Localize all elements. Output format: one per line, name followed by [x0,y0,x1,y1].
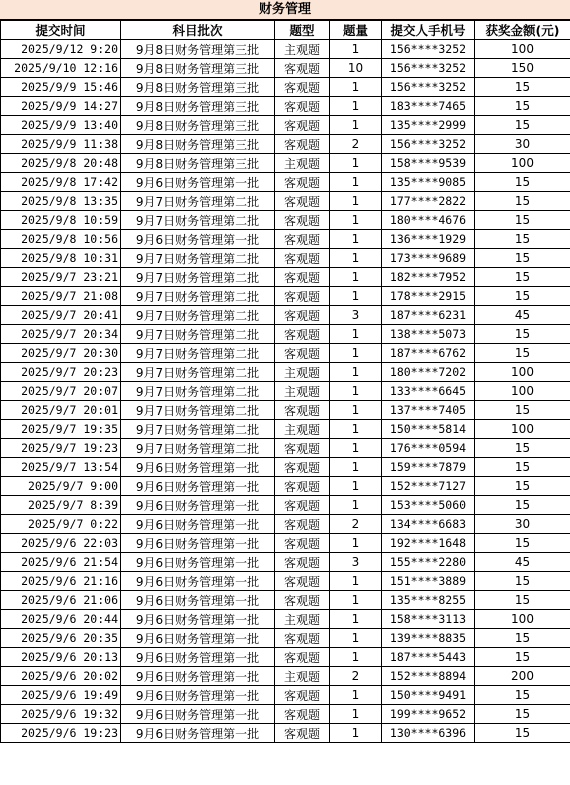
table-row [1,610,570,629]
cell-question-count: 1 [330,591,382,610]
cell-submit-time: 2025/9/6 22:03 [1,534,121,553]
cell-question-type: 客观题 [275,325,330,344]
cell-reward: 30 [475,135,570,154]
cell-subject-batch: 9月7日财务管理第二批 [121,192,275,211]
cell-submit-time: 2025/9/7 0:22 [1,515,121,534]
cell-phone: 187****6231 [382,306,475,325]
cell-submit-time: 2025/9/6 21:16 [1,572,121,591]
cell-subject-batch: 9月6日财务管理第一批 [121,667,275,686]
cell-question-type: 主观题 [275,667,330,686]
cell-question-type: 客观题 [275,344,330,363]
cell-phone: 187****5443 [382,648,475,667]
cell-reward: 15 [475,629,570,648]
table-row [1,724,570,743]
table-row [1,401,570,420]
table-row [1,686,570,705]
cell-question-type: 客观题 [275,534,330,553]
cell-question-type: 主观题 [275,610,330,629]
cell-subject-batch: 9月7日财务管理第二批 [121,439,275,458]
cell-question-count: 1 [330,97,382,116]
cell-phone: 130****6396 [382,724,475,743]
cell-reward: 45 [475,306,570,325]
cell-reward: 15 [475,686,570,705]
cell-phone: 150****5814 [382,420,475,439]
cell-subject-batch: 9月6日财务管理第一批 [121,686,275,705]
cell-subject-batch: 9月7日财务管理第二批 [121,211,275,230]
header-question-type: 题型 [275,21,330,40]
cell-subject-batch: 9月6日财务管理第一批 [121,458,275,477]
cell-reward: 15 [475,230,570,249]
cell-phone: 156****3252 [382,59,475,78]
table-row [1,154,570,173]
header-question-count: 题量 [330,21,382,40]
cell-subject-batch: 9月8日财务管理第三批 [121,59,275,78]
cell-subject-batch: 9月6日财务管理第一批 [121,629,275,648]
cell-submit-time: 2025/9/6 21:54 [1,553,121,572]
cell-question-count: 1 [330,705,382,724]
cell-subject-batch: 9月7日财务管理第二批 [121,382,275,401]
table-row [1,211,570,230]
cell-submit-time: 2025/9/10 12:16 [1,59,121,78]
cell-phone: 156****3252 [382,40,475,59]
cell-question-type: 客观题 [275,249,330,268]
cell-subject-batch: 9月6日财务管理第一批 [121,496,275,515]
cell-subject-batch: 9月6日财务管理第一批 [121,724,275,743]
cell-question-type: 客观题 [275,724,330,743]
cell-submit-time: 2025/9/8 10:31 [1,249,121,268]
cell-question-count: 1 [330,648,382,667]
cell-reward: 15 [475,572,570,591]
cell-phone: 152****7127 [382,477,475,496]
cell-question-type: 客观题 [275,648,330,667]
cell-question-count: 1 [330,40,382,59]
cell-question-type: 客观题 [275,629,330,648]
cell-question-count: 1 [330,439,382,458]
cell-submit-time: 2025/9/7 20:34 [1,325,121,344]
header-subject-batch: 科目批次 [121,21,275,40]
cell-question-type: 主观题 [275,154,330,173]
table-row [1,306,570,325]
cell-submit-time: 2025/9/8 13:35 [1,192,121,211]
cell-question-count: 1 [330,116,382,135]
cell-question-type: 客观题 [275,135,330,154]
cell-question-count: 1 [330,572,382,591]
cell-subject-batch: 9月7日财务管理第二批 [121,268,275,287]
cell-phone: 176****0594 [382,439,475,458]
cell-question-count: 1 [330,686,382,705]
cell-question-type: 主观题 [275,40,330,59]
cell-question-type: 客观题 [275,515,330,534]
cell-submit-time: 2025/9/9 15:46 [1,78,121,97]
cell-reward: 15 [475,591,570,610]
cell-reward: 15 [475,116,570,135]
cell-submit-time: 2025/9/7 23:21 [1,268,121,287]
cell-subject-batch: 9月6日财务管理第一批 [121,648,275,667]
header-row [1,21,570,40]
cell-phone: 199****9652 [382,705,475,724]
cell-subject-batch: 9月8日财务管理第三批 [121,154,275,173]
cell-question-count: 1 [330,325,382,344]
cell-question-count: 3 [330,553,382,572]
table-row [1,249,570,268]
cell-question-count: 1 [330,496,382,515]
cell-phone: 138****5073 [382,325,475,344]
cell-reward: 15 [475,97,570,116]
cell-submit-time: 2025/9/8 10:56 [1,230,121,249]
cell-reward: 15 [475,287,570,306]
cell-question-count: 10 [330,59,382,78]
cell-reward: 30 [475,515,570,534]
cell-question-type: 客观题 [275,439,330,458]
cell-question-type: 客观题 [275,705,330,724]
cell-reward: 15 [475,705,570,724]
cell-question-count: 3 [330,306,382,325]
cell-question-count: 1 [330,458,382,477]
cell-reward: 15 [475,496,570,515]
cell-question-type: 主观题 [275,382,330,401]
cell-reward: 100 [475,154,570,173]
cell-phone: 153****5060 [382,496,475,515]
cell-question-count: 1 [330,363,382,382]
cell-question-type: 客观题 [275,553,330,572]
table-row [1,534,570,553]
cell-question-type: 客观题 [275,78,330,97]
table-row [1,629,570,648]
cell-question-type: 客观题 [275,572,330,591]
cell-phone: 155****2280 [382,553,475,572]
cell-phone: 134****6683 [382,515,475,534]
cell-subject-batch: 9月7日财务管理第二批 [121,420,275,439]
cell-submit-time: 2025/9/7 20:23 [1,363,121,382]
cell-phone: 139****8835 [382,629,475,648]
cell-question-count: 1 [330,534,382,553]
cell-question-type: 客观题 [275,268,330,287]
cell-submit-time: 2025/9/9 11:38 [1,135,121,154]
cell-phone: 151****3889 [382,572,475,591]
cell-question-count: 1 [330,78,382,97]
cell-submit-time: 2025/9/7 13:54 [1,458,121,477]
cell-reward: 15 [475,534,570,553]
cell-phone: 156****3252 [382,78,475,97]
table-row [1,439,570,458]
cell-question-count: 2 [330,135,382,154]
cell-submit-time: 2025/9/7 19:23 [1,439,121,458]
cell-question-count: 1 [330,401,382,420]
cell-question-type: 客观题 [275,116,330,135]
table-row [1,477,570,496]
cell-phone: 192****1648 [382,534,475,553]
cell-question-type: 客观题 [275,458,330,477]
cell-reward: 45 [475,553,570,572]
cell-phone: 137****7405 [382,401,475,420]
cell-phone: 178****2915 [382,287,475,306]
table-row [1,78,570,97]
cell-reward: 15 [475,401,570,420]
cell-submit-time: 2025/9/7 9:00 [1,477,121,496]
table-row [1,572,570,591]
cell-phone: 135****9085 [382,173,475,192]
cell-phone: 135****8255 [382,591,475,610]
cell-phone: 159****7879 [382,458,475,477]
cell-submit-time: 2025/9/7 20:30 [1,344,121,363]
data-table [0,20,570,743]
cell-subject-batch: 9月8日财务管理第三批 [121,97,275,116]
cell-submit-time: 2025/9/6 19:23 [1,724,121,743]
cell-reward: 15 [475,78,570,97]
cell-question-count: 1 [330,344,382,363]
cell-phone: 150****9491 [382,686,475,705]
cell-reward: 15 [475,211,570,230]
table-row [1,648,570,667]
cell-submit-time: 2025/9/7 19:35 [1,420,121,439]
cell-phone: 182****7952 [382,268,475,287]
table-row [1,515,570,534]
cell-question-type: 客观题 [275,230,330,249]
cell-phone: 135****2999 [382,116,475,135]
cell-reward: 15 [475,249,570,268]
cell-subject-batch: 9月6日财务管理第一批 [121,534,275,553]
cell-phone: 156****3252 [382,135,475,154]
table-row [1,59,570,78]
table-row [1,344,570,363]
cell-question-type: 客观题 [275,97,330,116]
cell-reward: 15 [475,344,570,363]
cell-subject-batch: 9月8日财务管理第三批 [121,116,275,135]
table-row [1,667,570,686]
cell-question-type: 客观题 [275,591,330,610]
cell-question-count: 1 [330,249,382,268]
cell-question-count: 1 [330,287,382,306]
cell-reward: 15 [475,192,570,211]
table-row [1,553,570,572]
cell-reward: 100 [475,363,570,382]
cell-submit-time: 2025/9/7 20:07 [1,382,121,401]
cell-question-count: 1 [330,192,382,211]
header-submit-time: 提交时间 [1,21,121,40]
cell-subject-batch: 9月7日财务管理第二批 [121,344,275,363]
cell-submit-time: 2025/9/8 17:42 [1,173,121,192]
cell-subject-batch: 9月7日财务管理第二批 [121,325,275,344]
cell-question-count: 1 [330,610,382,629]
cell-question-type: 客观题 [275,401,330,420]
cell-phone: 158****3113 [382,610,475,629]
cell-reward: 150 [475,59,570,78]
cell-submit-time: 2025/9/6 20:44 [1,610,121,629]
cell-phone: 180****7202 [382,363,475,382]
cell-subject-batch: 9月6日财务管理第一批 [121,572,275,591]
cell-question-count: 1 [330,268,382,287]
cell-subject-batch: 9月6日财务管理第一批 [121,553,275,572]
cell-reward: 100 [475,420,570,439]
cell-reward: 15 [475,724,570,743]
cell-phone: 152****8894 [382,667,475,686]
table-row [1,135,570,154]
cell-submit-time: 2025/9/8 20:48 [1,154,121,173]
cell-question-type: 客观题 [275,211,330,230]
table-row [1,268,570,287]
cell-question-type: 客观题 [275,59,330,78]
cell-reward: 15 [475,173,570,192]
cell-reward: 15 [475,325,570,344]
cell-question-count: 1 [330,382,382,401]
cell-question-type: 客观题 [275,173,330,192]
cell-subject-batch: 9月8日财务管理第三批 [121,135,275,154]
cell-reward: 15 [475,439,570,458]
cell-submit-time: 2025/9/7 21:08 [1,287,121,306]
cell-question-count: 1 [330,154,382,173]
header-phone: 提交人手机号 [382,21,475,40]
cell-submit-time: 2025/9/6 20:13 [1,648,121,667]
table-row [1,382,570,401]
cell-question-type: 客观题 [275,686,330,705]
cell-reward: 100 [475,382,570,401]
cell-submit-time: 2025/9/6 20:35 [1,629,121,648]
cell-subject-batch: 9月6日财务管理第一批 [121,705,275,724]
table-row [1,591,570,610]
cell-phone: 187****6762 [382,344,475,363]
cell-question-count: 1 [330,629,382,648]
table-row [1,458,570,477]
cell-question-type: 客观题 [275,287,330,306]
cell-reward: 100 [475,40,570,59]
table-row [1,116,570,135]
cell-question-count: 1 [330,173,382,192]
table-row [1,420,570,439]
table-row [1,192,570,211]
cell-question-type: 客观题 [275,477,330,496]
cell-submit-time: 2025/9/12 9:20 [1,40,121,59]
cell-reward: 15 [475,477,570,496]
cell-subject-batch: 9月6日财务管理第一批 [121,173,275,192]
cell-question-count: 1 [330,477,382,496]
table-row [1,230,570,249]
cell-subject-batch: 9月6日财务管理第一批 [121,230,275,249]
cell-phone: 133****6645 [382,382,475,401]
table-row [1,325,570,344]
cell-subject-batch: 9月6日财务管理第一批 [121,477,275,496]
cell-phone: 180****4676 [382,211,475,230]
cell-subject-batch: 9月8日财务管理第三批 [121,78,275,97]
cell-reward: 15 [475,458,570,477]
cell-submit-time: 2025/9/7 8:39 [1,496,121,515]
cell-question-type: 客观题 [275,192,330,211]
cell-question-count: 1 [330,420,382,439]
cell-question-type: 主观题 [275,420,330,439]
cell-question-count: 1 [330,211,382,230]
cell-question-count: 1 [330,230,382,249]
table-body [1,40,570,743]
header-reward: 获奖金额(元) [475,21,570,40]
cell-reward: 100 [475,610,570,629]
table-row [1,173,570,192]
cell-question-type: 客观题 [275,496,330,515]
cell-submit-time: 2025/9/6 19:49 [1,686,121,705]
table-row [1,40,570,59]
cell-submit-time: 2025/9/8 10:59 [1,211,121,230]
cell-reward: 15 [475,648,570,667]
cell-reward: 200 [475,667,570,686]
cell-phone: 173****9689 [382,249,475,268]
cell-subject-batch: 9月7日财务管理第二批 [121,287,275,306]
cell-submit-time: 2025/9/9 14:27 [1,97,121,116]
cell-subject-batch: 9月6日财务管理第一批 [121,515,275,534]
cell-subject-batch: 9月7日财务管理第二批 [121,306,275,325]
cell-subject-batch: 9月8日财务管理第三批 [121,40,275,59]
cell-phone: 158****9539 [382,154,475,173]
cell-submit-time: 2025/9/6 21:06 [1,591,121,610]
cell-question-count: 2 [330,515,382,534]
table-row [1,496,570,515]
cell-subject-batch: 9月6日财务管理第一批 [121,591,275,610]
table-row [1,97,570,116]
cell-subject-batch: 9月7日财务管理第二批 [121,401,275,420]
table-row [1,363,570,382]
cell-phone: 183****7465 [382,97,475,116]
cell-submit-time: 2025/9/6 20:02 [1,667,121,686]
cell-phone: 177****2822 [382,192,475,211]
table-row [1,287,570,306]
cell-phone: 136****1929 [382,230,475,249]
cell-subject-batch: 9月7日财务管理第二批 [121,363,275,382]
cell-subject-batch: 9月7日财务管理第二批 [121,249,275,268]
cell-subject-batch: 9月6日财务管理第一批 [121,610,275,629]
cell-submit-time: 2025/9/7 20:01 [1,401,121,420]
sheet-title: 财务管理 [0,0,570,20]
cell-submit-time: 2025/9/9 13:40 [1,116,121,135]
cell-question-count: 1 [330,724,382,743]
cell-submit-time: 2025/9/6 19:32 [1,705,121,724]
cell-question-type: 客观题 [275,306,330,325]
cell-submit-time: 2025/9/7 20:41 [1,306,121,325]
table-row [1,705,570,724]
cell-reward: 15 [475,268,570,287]
cell-question-type: 主观题 [275,363,330,382]
cell-question-count: 2 [330,667,382,686]
